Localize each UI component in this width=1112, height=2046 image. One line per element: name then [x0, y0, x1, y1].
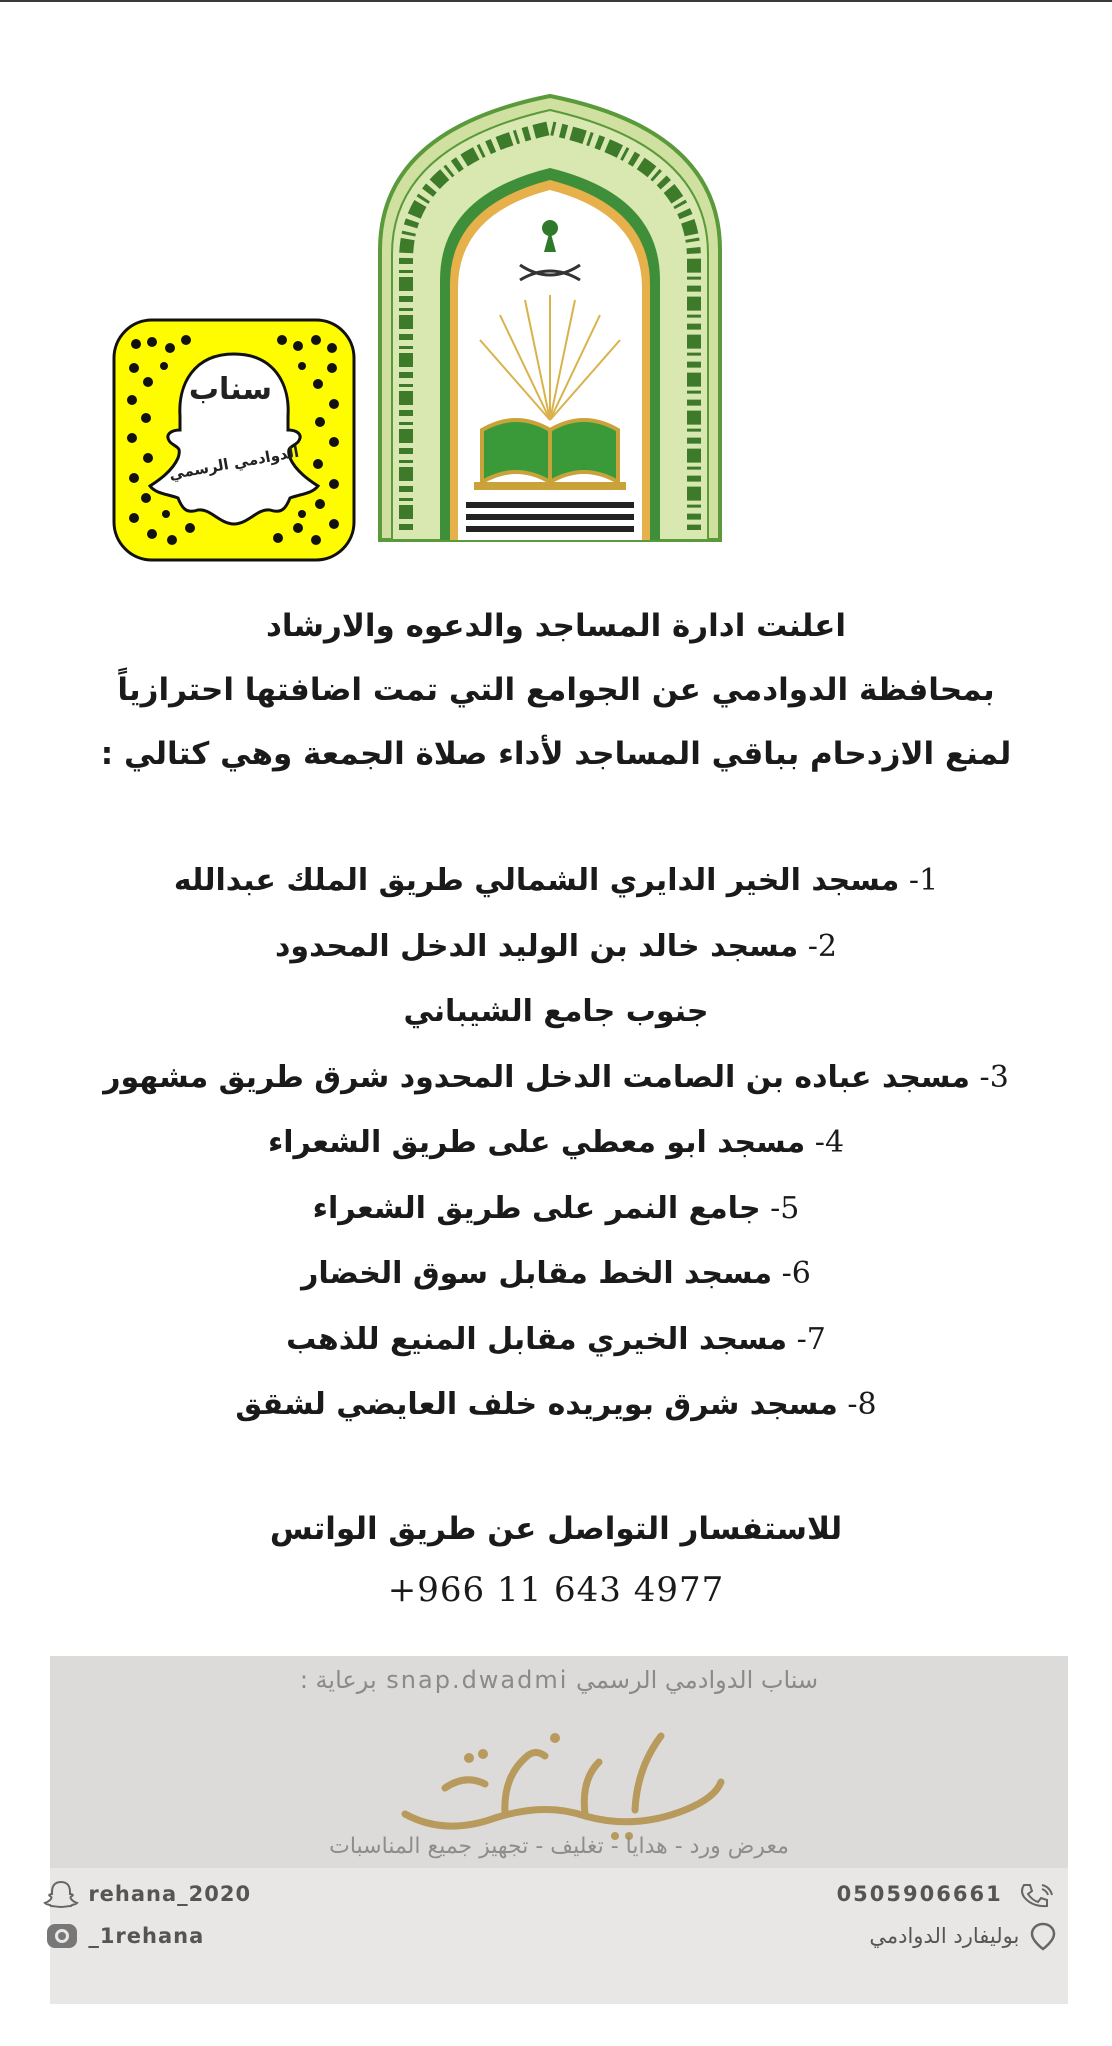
list-item-text: جنوب جامع الشيباني: [403, 994, 709, 1029]
list-item-text: مسجد خالد بن الوليد الدخل المحدود: [275, 928, 799, 964]
list-item: 1- مسجد الخير الدايري الشمالي طريق الملك عبدالله: [173, 863, 939, 898]
list-item-text: مسجد الخيري مقابل المنيع للذهب: [286, 1321, 788, 1357]
list-item: 2- مسجد خالد بن الوليد الدخل المحدود: [275, 928, 837, 964]
list-item: 3- مسجد عباده بن الصامت الدخل المحدود شرق طريق مشهور: [103, 1059, 1009, 1095]
announcement-line-3: لمنع الازدحام بباقي المساجد لأداء صلاة الجمعة وهي كتالي :: [100, 736, 1012, 772]
announcement: [40, 594, 1072, 786]
mosque-list: [40, 848, 1072, 1438]
snapcode[interactable]: [112, 318, 356, 562]
list-item-continuation: [40, 979, 1072, 1045]
sponsor-phone-number: 0505906661: [836, 1882, 1003, 1906]
phone-icon: [1012, 1879, 1060, 1909]
instagram-handle: _1rehana: [88, 1924, 205, 1948]
instagram-icon: [44, 1921, 80, 1951]
list-item-text: جامع النمر على طريق الشعراء: [312, 1190, 761, 1226]
list-item-number: 5: [780, 1190, 800, 1226]
sponsor-location[interactable]: [869, 1918, 1060, 1952]
list-item-number: 2: [817, 928, 837, 964]
list-item-number: 3: [989, 1059, 1009, 1095]
list-item-text: مسجد ابو معطي على طريق الشعراء: [267, 1125, 806, 1160]
list-item-text: مسجد شرق بويريده خلف العايضي لشقق: [235, 1387, 838, 1422]
snapcode-subtitle: الدوادمي الرسمي: [167, 442, 301, 484]
snapcode-title: سناب: [188, 372, 272, 407]
list-item-text: مسجد الخير الدايري الشمالي طريق الملك عبدالله: [173, 863, 900, 898]
sponsor-instagram[interactable]: [44, 1918, 204, 1952]
sponsor-snapchat[interactable]: [42, 1876, 251, 1910]
list-item: 8- مسجد شرق بويريده خلف العايضي لشقق: [235, 1387, 877, 1422]
sponsor-tagline: معرض ورد - هدايا - تغليف - تجهيز جميع المناسبات: [329, 1834, 789, 1859]
snapchat-ghost-icon: [42, 1879, 80, 1909]
list-item-number: 6: [791, 1256, 811, 1291]
ministry-logo: [370, 90, 730, 550]
list-item-number: 8: [857, 1387, 877, 1422]
contact-phone[interactable]: +966 11 643 4977: [387, 1570, 725, 1610]
top-border: [0, 0, 1112, 2]
announcement-line-1: اعلنت ادارة المساجد والدعوه والارشاد: [265, 608, 847, 644]
list-item-text: مسجد الخط مقابل سوق الخضار: [301, 1256, 773, 1291]
brand-logo: [385, 1718, 735, 1846]
list-item-number: 4: [824, 1125, 845, 1160]
announcement-line-2: بمحافظة الدوادمي عن الجوامع التي تمت اضافتها احترازياً: [117, 672, 995, 708]
location-text: بوليفارد الدوادمي: [869, 1924, 1020, 1948]
sponsor-phone[interactable]: [837, 1876, 1060, 1910]
list-item-text: مسجد عباده بن الصامت الدخل المحدود شرق طريق مشهور: [103, 1059, 971, 1095]
location-pin-icon: [1026, 1921, 1060, 1951]
sponsor-header: سناب الدوادمي الرسمي snap.dwadmi برعاية :: [299, 1666, 819, 1694]
snapchat-handle: rehana_2020: [88, 1882, 252, 1906]
list-item-number: 7: [806, 1321, 826, 1357]
contact-label: للاستفسار التواصل عن طريق الواتس: [269, 1511, 843, 1547]
list-item: 4- مسجد ابو معطي على طريق الشعراء: [267, 1125, 845, 1160]
list-item: 6- مسجد الخط مقابل سوق الخضار: [301, 1256, 811, 1291]
list-item: 5- جامع النمر على طريق الشعراء: [312, 1190, 800, 1226]
list-item-number: 1: [919, 863, 939, 898]
list-item: 7- مسجد الخيري مقابل المنيع للذهب: [286, 1321, 826, 1357]
